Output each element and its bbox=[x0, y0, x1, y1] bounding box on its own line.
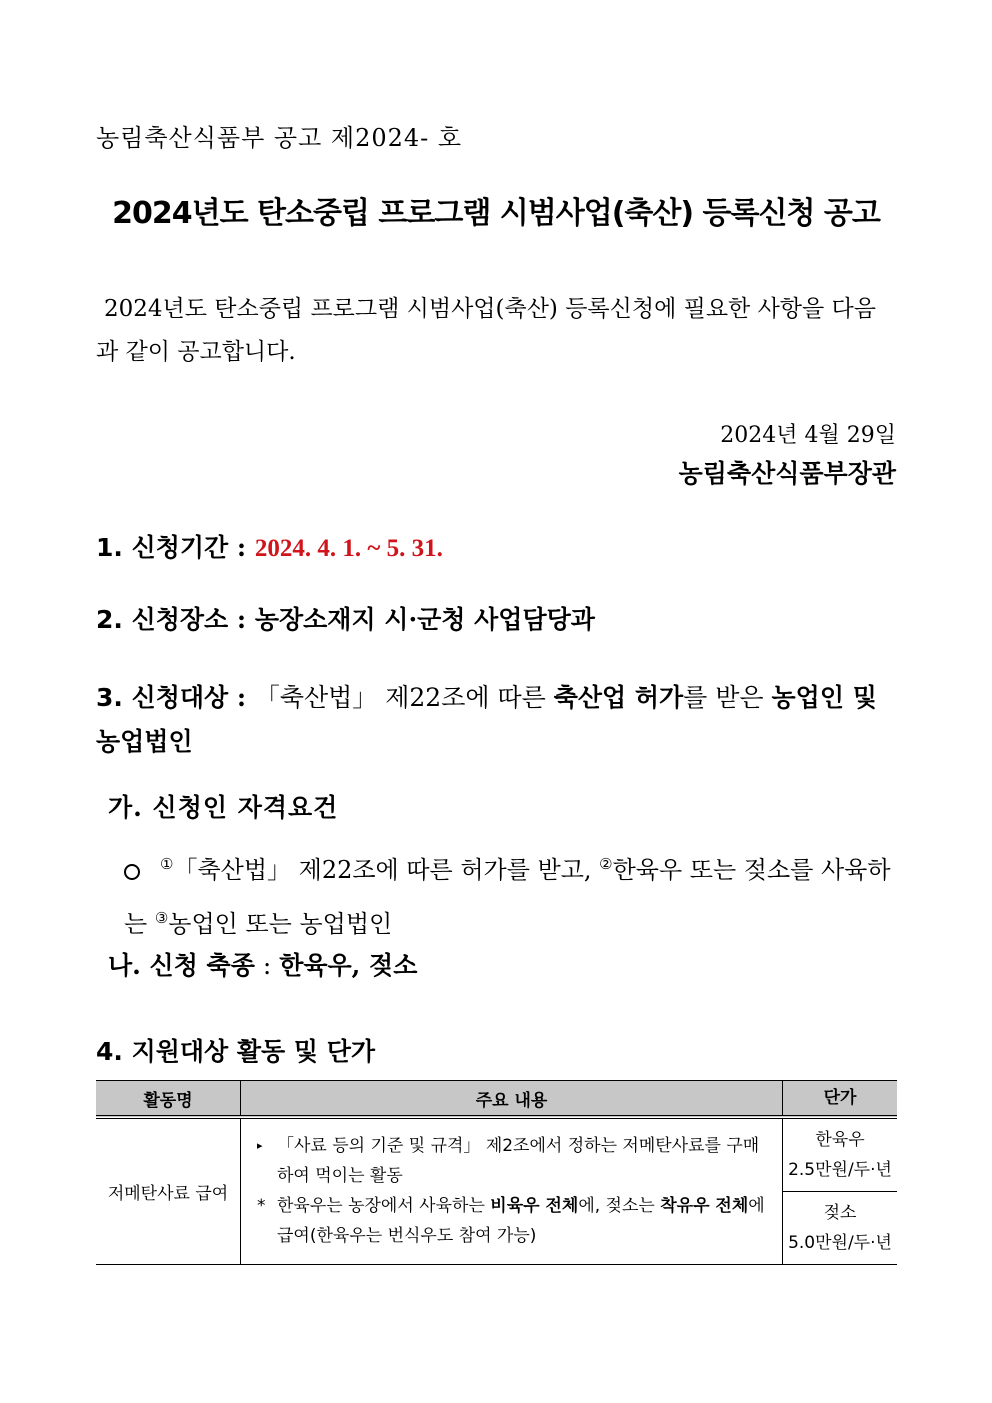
intro-paragraph: 2024년도 탄소중립 프로그램 시범사업(축산) 등록신청에 필요한 사항을 다음과 같이 공고합니다. bbox=[96, 296, 876, 365]
notice-number: 농림축산식품부 공고 제2024- 호 bbox=[96, 124, 463, 152]
activity-name: 저메탄사료 급여 bbox=[96, 1117, 241, 1265]
livestock-types: 한육우, 젖소 bbox=[279, 951, 418, 980]
section-eligibility: 3. 신청대상 : 「축산법」 제22조에 따른 축산업 허가를 받은 농업인 및 농업법인 bbox=[96, 683, 877, 756]
description-line: ▸ 「사료 등의 기준 및 규격」 제2조에서 정하는 저메탄사료를 구매하여 먹이는 활동 bbox=[257, 1131, 774, 1191]
section-application-period: 1. 신청기간 : 2024. 4. 1. ~ 5. 31. bbox=[96, 533, 443, 562]
activity-description bbox=[241, 1117, 783, 1265]
description-note: * 한육우는 농장에서 사육하는 비육우 전체에, 젖소는 착유우 전체에 급여(한육우는 번식우도 참여 가능) bbox=[257, 1191, 774, 1251]
page-title: 2024년도 탄소중립 프로그램 시범사업(축산) 등록신청 공고 bbox=[112, 196, 880, 231]
support-table bbox=[96, 1080, 897, 1265]
circle-bullet-icon bbox=[124, 864, 140, 880]
asterisk-icon: * bbox=[257, 1195, 266, 1216]
subsection-qualifications: 가. 신청인 자격요건 bbox=[108, 793, 339, 822]
table-header-activity: 활동명 bbox=[96, 1081, 241, 1118]
section-heading: 3. 신청대상 bbox=[96, 683, 229, 712]
section-support-activities: 4. 지원대상 활동 및 단가 bbox=[96, 1037, 376, 1066]
subsection-livestock: 나. 신청 축종 : 한육우, 젖소 bbox=[108, 951, 418, 980]
triangle-bullet-icon: ▸ bbox=[257, 1138, 263, 1152]
table-header-price: 단가 bbox=[783, 1081, 898, 1118]
price-dairy: 젖소 5.0만원/두·년 bbox=[783, 1192, 898, 1265]
table-row bbox=[96, 1117, 897, 1192]
issuer: 농림축산식품부장관 bbox=[678, 459, 896, 488]
table-header-content: 주요 내용 bbox=[241, 1081, 783, 1118]
section-heading: 2. 신청장소 bbox=[96, 605, 229, 634]
qualification-item: ①「축산법」 제22조에 따른 허가를 받고, ②한육우 또는 젖소를 사육하는 ③농업인 또는 농업법인 bbox=[124, 855, 891, 938]
section-application-place: 2. 신청장소 : 농장소재지 시·군청 사업담당과 bbox=[96, 605, 595, 634]
price-hanwoo: 한육우 2.5만원/두·년 bbox=[783, 1117, 898, 1192]
notice-date: 2024년 4월 29일 bbox=[720, 423, 896, 448]
application-place: 농장소재지 시·군청 사업담당과 bbox=[254, 605, 595, 634]
application-period: 2024. 4. 1. ~ 5. 31. bbox=[254, 535, 443, 562]
section-heading: 1. 신청기간 bbox=[96, 533, 229, 562]
